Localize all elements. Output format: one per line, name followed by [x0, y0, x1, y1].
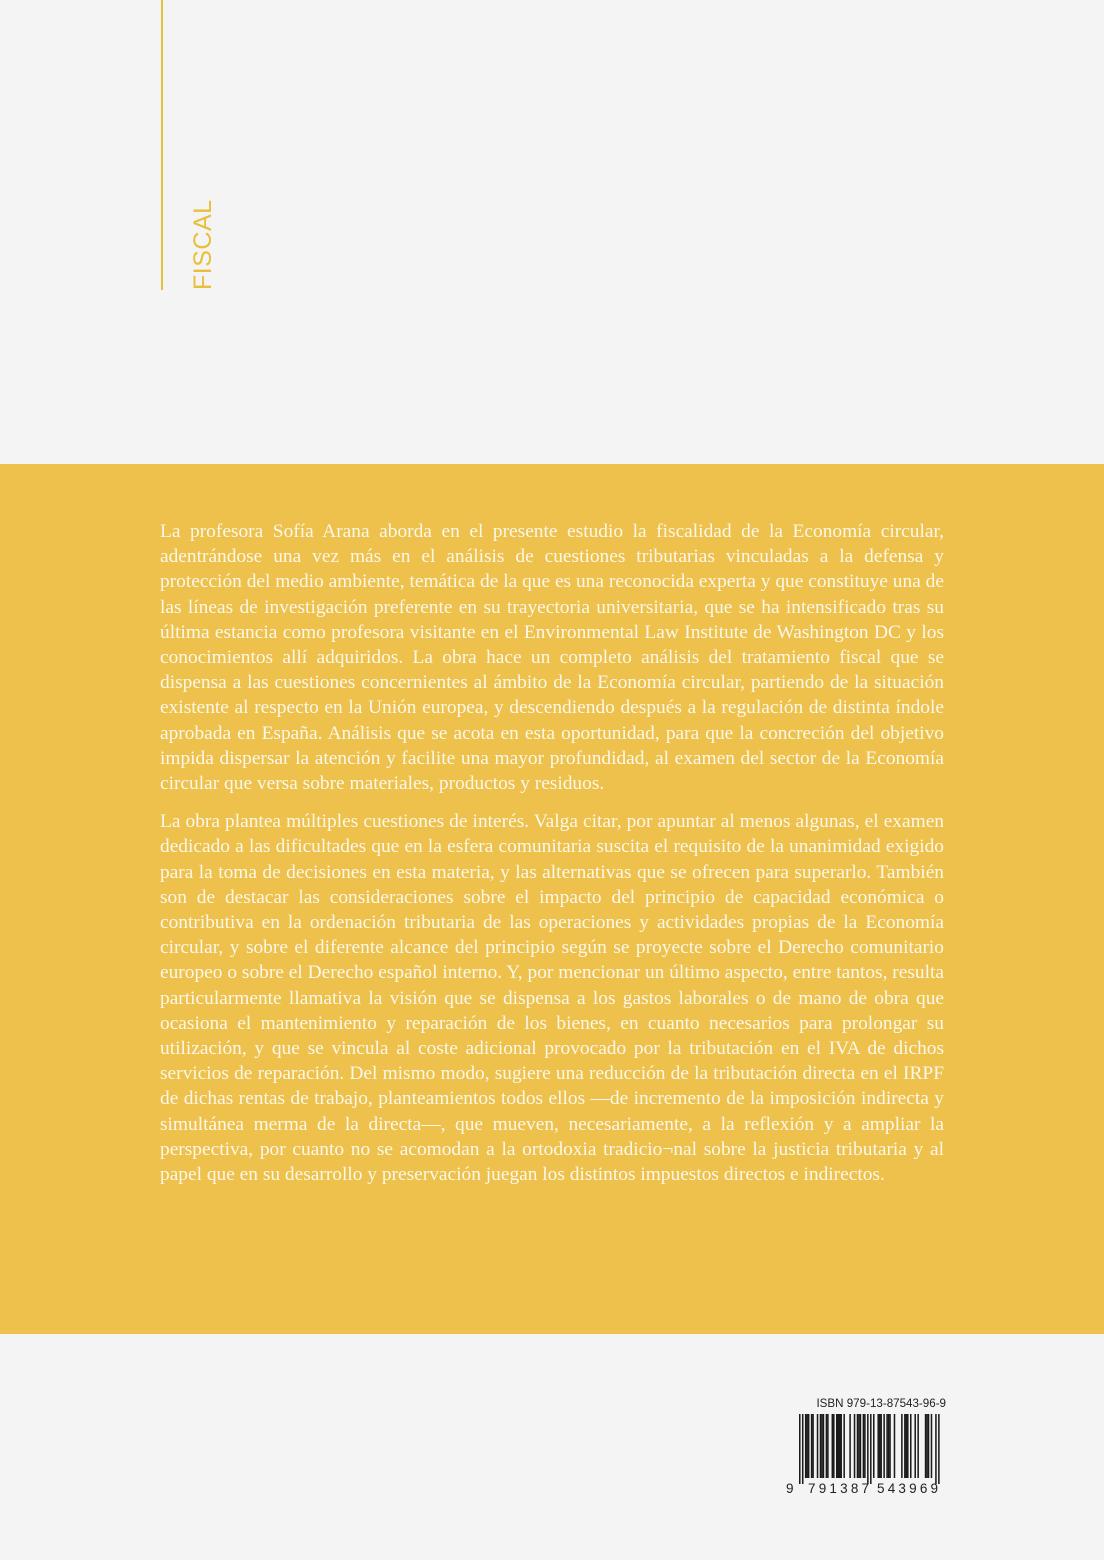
collection-label: FISCAL	[189, 199, 217, 290]
cover-top-area	[0, 0, 1104, 464]
barcode-bar	[863, 1414, 865, 1478]
barcode-bar	[877, 1414, 879, 1478]
barcode-bar	[910, 1414, 912, 1478]
barcode-bar	[817, 1414, 819, 1478]
barcode-bar	[907, 1414, 909, 1478]
barcode-bar	[811, 1414, 813, 1478]
barcode-bar	[917, 1414, 919, 1478]
barcode-bars	[786, 1414, 946, 1484]
accent-vertical-rule	[161, 0, 163, 290]
barcode-bar	[864, 1414, 866, 1478]
blurb-paragraph-2: La obra plantea múltiples cuestiones de interés. Valga citar, por apuntar al menos algunas, el examen dedicado a las dificultades que en la esfera comunitaria suscita el requisito de la unanimidad exigido para la toma de decisiones en esta materia, y las alternativas que se ofrecen para superarlo. También son de destacar las consideraciones sobre el impacto del principio de capacidad económica o contributiva en la ordenación tributaria de las operaciones y actividades propias de la Economía circular, y sobre el diferente alcance del principio según se proyecte sobre el Derecho comunitario europeo o sobre el Derecho español interno. Y, por mencionar un último aspecto, entre tantos, resulta particularmente llamativa la visión que se dispensa a los gastos laborales o de mano de obra que ocasiona el mantenimiento y reparación de los bienes, en cuanto necesarios para prolongar su utilización, y que se vincula al coste adicional provocado por la tributación en el IVA de dichos servicios de reparación. Del mismo modo, sugiere una reducción de la tributación directa en el IRPF de dichas rentas de trabajo, planteamientos todos ellos —de incremento de la imposición indirecta y simultánea merma de la directa—, que mueven, necesariamente, a la reflexión y a ampliar la perspectiva, por cuanto no se acomodan a la ortodoxia tradicio¬nal sobre la justicia tributaria y al papel que en su desarrollo y preservación juegan los distintos impuestos directos e indirectos.	[160, 811, 944, 1186]
barcode-guard-bar	[935, 1414, 937, 1484]
barcode-bar	[837, 1414, 839, 1478]
barcode-bar	[858, 1414, 860, 1478]
barcode-bar	[805, 1414, 807, 1478]
barcode-bar	[880, 1414, 882, 1478]
barcode-bar	[806, 1414, 808, 1478]
barcode-guard-bar	[802, 1414, 804, 1484]
barcode-guard-bar	[799, 1414, 801, 1484]
barcode-bar	[849, 1414, 851, 1478]
back-cover-blurb	[160, 519, 944, 1200]
barcode-bar	[820, 1414, 822, 1478]
barcode-digits	[786, 1482, 946, 1500]
barcode-bar	[894, 1414, 896, 1478]
blurb-paragraph-1: La profesora Sofía Arana aborda en el presente estudio la fiscalidad de la Economía circular, adentrándose una vez más en el análisis de cuestiones tributarias vinculadas a la defensa y protección del medio ambiente, temática de la que es una reconocida experta y que constituye una de las líneas de investigación preferente en su trayectoria universitaria, que se ha intensificado tras su última estancia como profesora visitante en el Environmental Law Institute de Washington DC y los conocimientos allí adquiridos. La obra hace un completo análisis del tratamiento fiscal que se dispensa a las cuestiones concernientes al ámbito de la Economía circular, partiendo de la situación existente al respecto en la Unión europea, y descendiendo después a la regulación de distinta índole aprobada en España. Análisis que se acota en esta oportunidad, para que la concreción del objetivo impida dispersar la atención y facilite una mayor profundidad, al examen del sector de la Economía circular que versa sobre materiales, productos y residuos.	[160, 521, 944, 795]
barcode-bar	[808, 1414, 810, 1478]
barcode-bar	[843, 1414, 845, 1478]
barcode-bar	[873, 1414, 875, 1478]
barcode-bar	[904, 1414, 906, 1478]
barcode-digits-right: 543969	[877, 1481, 942, 1496]
barcode-bar	[821, 1414, 823, 1478]
barcode-bar	[889, 1414, 891, 1478]
isbn-label: ISBN 979-13-87543-96-9	[816, 1397, 946, 1410]
barcode-bar	[925, 1414, 927, 1478]
barcode-bar	[854, 1414, 856, 1478]
barcode-bar	[840, 1414, 842, 1478]
barcode-bar	[839, 1414, 841, 1478]
barcode-guard-bar	[867, 1414, 869, 1484]
barcode-bar	[827, 1414, 829, 1478]
barcode-digits-left: 791387	[808, 1481, 873, 1496]
barcode-bar	[906, 1414, 908, 1478]
barcode-bar	[931, 1414, 933, 1478]
barcode	[786, 1398, 946, 1500]
barcode-bar	[928, 1414, 930, 1478]
barcode-bar	[888, 1414, 890, 1478]
barcode-bar	[914, 1414, 916, 1478]
barcode-bar	[812, 1414, 814, 1478]
barcode-bar	[886, 1414, 888, 1478]
barcode-bar	[857, 1414, 859, 1478]
barcode-guard-bar	[938, 1414, 940, 1484]
barcode-bar	[826, 1414, 828, 1478]
barcode-bar	[833, 1414, 835, 1478]
barcode-bar	[901, 1414, 903, 1478]
barcode-bar	[823, 1414, 825, 1478]
barcode-bar	[926, 1414, 928, 1478]
barcode-bar	[836, 1414, 838, 1478]
barcode-bar	[883, 1414, 885, 1478]
barcode-bar	[860, 1414, 862, 1478]
barcode-guard-bar	[870, 1414, 872, 1484]
barcode-bar	[879, 1414, 881, 1478]
barcode-bar	[832, 1414, 834, 1478]
barcode-digit-first: 9	[786, 1481, 794, 1496]
